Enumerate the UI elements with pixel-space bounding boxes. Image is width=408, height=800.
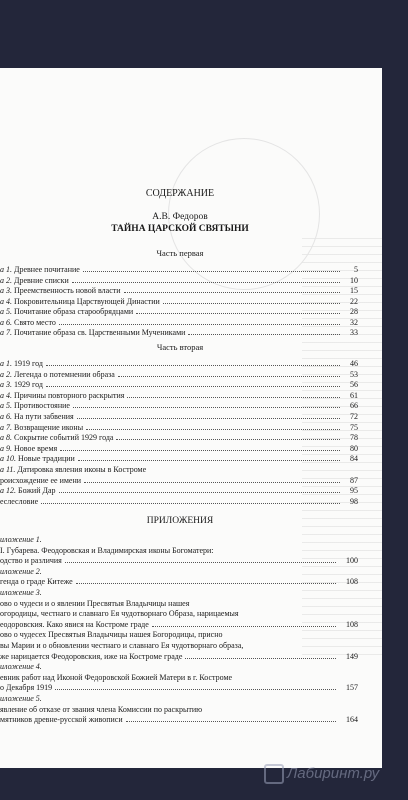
chapter-title: Легенда о потемнении образа [14,369,115,379]
page-number: 75 [350,422,358,432]
toc-entry [0,306,358,317]
toc-entry-label [0,443,57,454]
author-name: А.В. Федоров [152,212,208,222]
chapter-title: Почитание образа св. Царственными Мучениками [14,328,186,337]
page-number: 78 [350,433,358,443]
dot-leader [116,439,340,440]
chapter-number: а 8. [0,433,14,443]
dot-leader [127,397,340,398]
page-number: 164 [346,715,358,725]
toc-entry-label [0,264,80,275]
dot-leader [83,271,340,272]
toc-entry-label [0,285,121,296]
page-number: 149 [346,651,358,661]
toc-entry [0,317,358,328]
dot-leader [188,334,340,335]
toc-entry-label [0,432,113,443]
appendix-text: же нарицается Феодоровския, иже на Костроме граде [0,651,183,661]
dot-leader [78,460,340,461]
appendix-text: евник работ над Иконой Федоровской Божией Матери в г. Костроме [0,672,233,682]
appendix-text: явление об отказе от звания члена Комиссии по раскрытию [0,704,203,714]
chapter-title: Древние списки [14,275,69,285]
chapter-title: Причины повторного раскрытия [14,390,125,400]
page-number: 28 [350,307,358,316]
toc-entry-label [0,475,81,486]
dot-leader [72,282,340,283]
toc-entry-label [0,275,69,286]
toc-entry [0,400,358,411]
page-number: 108 [346,619,358,629]
appendix-text: ово о чудесех Пресвятыя Владычицы нашея Богородицы, присно [0,630,223,640]
page-number: 15 [350,286,358,295]
dot-leader [185,658,336,659]
toc-entry-label [0,296,160,307]
chapter-number: а 7. [0,328,14,337]
appendix-line [0,672,358,683]
toc-entry-label [0,317,56,328]
page-number: 32 [350,317,358,327]
appendix-text: вы Марии и о обновлении честнаго и славнаго Ея чудотворнаго образа, [0,641,244,650]
page-number: 108 [346,577,358,587]
toc-entry [0,369,358,380]
chapter-title: Свято место [14,317,56,327]
appendix-text: еодоровския. Како явися на Костроме граде [0,619,149,629]
dot-leader [46,365,340,366]
page-number: 87 [350,475,358,485]
dot-leader [86,429,340,430]
dot-leader [59,324,340,325]
book-page [0,68,382,768]
page-number: 157 [346,683,358,693]
toc-entry [0,443,358,454]
dot-leader [84,482,340,483]
toc-entry [0,327,358,338]
chapter-title: Покровительница Царствующей Династии [14,296,160,306]
appendix-line [0,651,358,662]
page-number: 22 [350,296,358,306]
appendix-heading [0,661,358,672]
chapter-title: Сокрытие событий 1929 года [14,433,114,443]
chapter-title: Противостояние [14,401,70,411]
chapter-number: а 4. [0,390,14,400]
dot-leader [55,689,336,690]
watermark-logo: Лабиринт.ру [264,764,404,790]
page-number: 95 [350,486,358,496]
appendix-line [0,640,358,651]
dot-leader [59,492,341,493]
chapter-title: Божий Дар [18,486,56,496]
chapter-number: а 2. [0,275,14,285]
appendix-text: о Декабря 1919 [0,683,53,693]
toc-entry [0,390,358,401]
dot-leader [126,721,336,722]
page-number: 61 [350,390,358,400]
toc-entry-label [0,400,70,411]
page-number: 84 [350,454,358,464]
toc-entry-label [0,369,115,380]
appendix-heading [0,693,358,704]
toc-entry-label [0,390,124,401]
dot-leader [76,583,336,584]
page-number: 46 [350,359,358,368]
page-number: 98 [350,496,358,506]
toc-entry [0,411,358,422]
toc-entry-label [0,306,133,317]
toc-entry [0,485,358,496]
chapter-title: еслесловие [0,496,39,506]
toc-entry-label [0,411,74,422]
chapter-title: роисхождение ее имени [0,475,82,485]
toc-entry [0,285,358,296]
dot-leader [152,626,336,627]
toc-entry [0,264,358,275]
chapter-title: Возвращение иконы [14,422,84,432]
toc-entry [0,453,358,464]
chapter-number: а 11. [0,465,18,474]
dot-leader [118,376,340,377]
appendix-line [0,555,358,566]
appendix-line [0,545,358,556]
contents-heading: СОДЕРЖАНИЕ [145,188,215,199]
appendix-text: одство и различия [0,556,62,566]
chapter-title: 1919 год [14,359,43,368]
appendix-line [0,598,358,609]
toc-entry-label [0,379,43,390]
dot-leader [73,407,340,408]
dot-leader [124,292,340,293]
toc-entry-label [0,453,75,464]
chapter-title: Новые традиции [18,454,75,464]
chapter-number: а 3. [0,380,14,390]
appendix-line [0,704,358,715]
chapter-number: а 1. [0,265,14,274]
appendix-text: мятников древне-русской живописи [0,715,123,725]
dot-leader [163,303,340,304]
page-number: 10 [350,275,358,285]
dot-leader [136,313,340,314]
toc-entry [0,475,358,486]
chapter-title: Новое время [14,443,58,453]
appendix-line [0,629,358,640]
appendix-line [0,682,358,693]
page-number: 5 [354,265,358,274]
chapter-number: а 2. [0,369,14,379]
part1-title: Часть первая [156,248,204,258]
appendix-text: иложение 2. [0,566,42,576]
toc-entry [0,464,358,475]
appendix-line [0,619,358,630]
appendix-text: иложение 4. [0,662,42,672]
chapter-title: Древнее почитание [14,265,80,274]
chapter-number: а 5. [0,401,14,411]
toc-entry [0,422,358,433]
toc-entry [0,432,358,443]
appendix-title: ПРИЛОЖЕНИЯ [146,516,214,526]
appendix-text: иложение 5. [0,694,42,703]
chapter-number: а 3. [0,286,14,295]
page-number: 72 [350,412,358,421]
toc-entry [0,379,358,390]
toc-entry-label [0,464,146,475]
toc-entry-label [0,327,185,338]
chapter-number: а 7. [0,422,14,432]
chapter-number: а 10. [0,454,18,464]
appendix-heading [0,566,358,577]
dot-leader [65,562,336,563]
labirint-logo-icon [264,764,284,784]
book-title: ТАЙНА ЦАРСКОЙ СВЯТЫНИ [111,224,249,234]
dot-leader [46,386,340,387]
chapter-number: а 6. [0,412,14,421]
toc-entry [0,296,358,307]
toc-entry [0,275,358,286]
chapter-number: а 4. [0,296,14,306]
appendix-text: I. Губарева. Феодоровская и Владимирская иконы Богоматери: [0,545,214,555]
chapter-title: Датировка явления иконы в Костроме [17,465,147,474]
chapter-number: а 1. [0,359,14,368]
dot-leader [60,450,340,451]
chapter-title: Преемственность новой власти [14,286,121,295]
page-number: 80 [350,443,358,453]
appendix-line [0,576,358,587]
toc-entry-label [0,422,83,433]
chapter-number: а 9. [0,443,14,453]
chapter-title: На пути забвения [14,412,74,421]
chapter-title: Почитание образа старообрядцами [14,307,134,316]
toc-entry-label [0,496,38,507]
part2-title: Часть вторая [156,342,204,352]
page-number: 100 [346,556,358,566]
appendix-heading [0,534,358,545]
chapter-number: а 12. [0,486,18,496]
dot-leader [77,418,340,419]
appendix-text: ово о чудеси и о явлении Пресвятыя Владычицы нашея [0,598,190,608]
appendix-heading [0,587,358,598]
page-number: 56 [350,380,358,390]
chapter-title: 1929 год [14,380,43,390]
appendix-text: огородицы, честнаго и славнаго Ея чудотворнаго Образа, нарицаемыя [0,609,239,619]
dot-leader [41,503,340,504]
page-number: 66 [350,401,358,411]
page-number: 33 [350,328,358,337]
toc-entry [0,496,358,507]
appendix-text: генда о граде Китеже [0,577,73,587]
page-number: 53 [350,369,358,379]
toc-entry [0,358,358,369]
chapter-number: а 6. [0,317,14,327]
appendix-text: иложение 3. [0,588,42,597]
appendix-line [0,714,358,725]
toc-entry-label [0,485,56,496]
chapter-number: а 5. [0,307,14,316]
appendix-text: иложение 1. [0,535,42,544]
toc-entry-label [0,358,43,369]
appendix-line [0,608,358,619]
